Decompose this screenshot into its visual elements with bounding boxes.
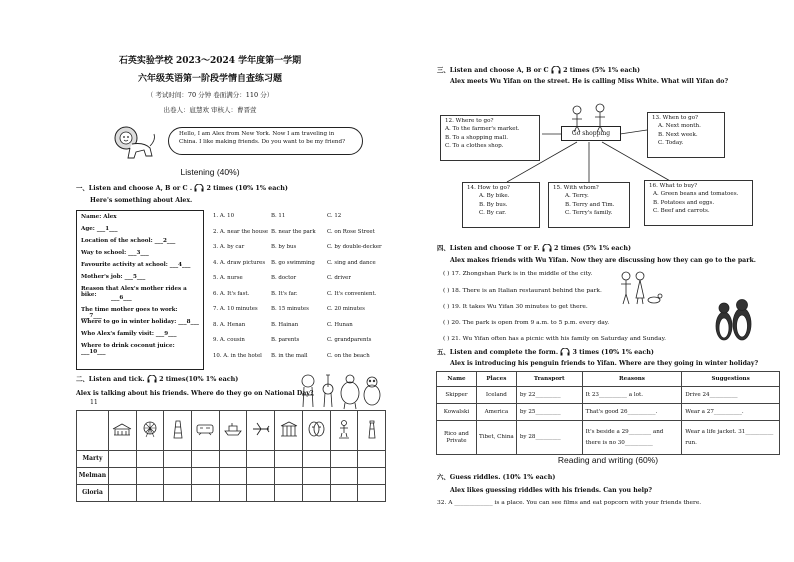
form-cell: Iceland [476, 387, 516, 404]
question-option: A. To the farmer's market. [445, 126, 520, 133]
section4-title: 四、Listen and choose T or F. [437, 244, 540, 252]
form-cell: Tibet, China [476, 421, 516, 455]
place-cell [192, 411, 220, 451]
tower-icon [168, 419, 188, 439]
section5-title: 五、Listen and complete the form. [437, 348, 559, 356]
question-option: C. Today. [658, 140, 684, 147]
question-option: C. To a clothes shop. [445, 143, 504, 150]
form-header: Places [476, 372, 516, 387]
form-cell: Rico and Private [437, 421, 477, 455]
question-label: 16. What to buy? [649, 183, 698, 189]
tick-cell[interactable] [192, 485, 220, 502]
section3-times: 2 times (5% 1% each) [563, 66, 641, 74]
option-c: C. It's convenient. [327, 290, 377, 297]
plane-icon [251, 421, 271, 437]
tick-cell[interactable] [358, 468, 386, 485]
form-blank[interactable]: Wear a 27__________. [682, 404, 780, 421]
form-blank[interactable]: It 23__________ a lot. [582, 387, 682, 404]
tick-cell[interactable] [302, 451, 330, 468]
fact-line: Age: ___1___ [81, 226, 118, 232]
tick-cell[interactable] [219, 468, 247, 485]
question-option: B. Potatoes and eggs. [653, 199, 715, 206]
tick-cell[interactable] [136, 485, 164, 502]
headphones-icon [551, 66, 561, 74]
option-b: B. 11 [271, 213, 286, 219]
option-c: C. grandparents [327, 337, 372, 343]
tick-cell[interactable] [219, 451, 247, 468]
exam-title: 六年级英语第一阶段学情自查练习题 [137, 74, 282, 84]
option-a: 9. A. cousin [213, 337, 245, 343]
option-a: 1. A. 10 [213, 213, 235, 219]
question-option: A. Terry. [565, 193, 589, 200]
tick-cell[interactable] [275, 468, 303, 485]
tf-item[interactable]: ( ) 18. There is an Italian restaurant behind the park. [443, 288, 602, 294]
tick-cell[interactable] [358, 485, 386, 502]
tick-cell[interactable] [164, 485, 192, 502]
fact-line: ___6___ [111, 295, 132, 301]
question-option: B. By bus. [479, 201, 508, 208]
form-blank[interactable]: That's good 26__________. [582, 404, 682, 421]
penguins-icon [712, 296, 754, 344]
option-b: B. in the mall [271, 352, 308, 359]
row-name: Melman [77, 468, 109, 485]
train-icon [195, 421, 215, 437]
form-blank[interactable]: by 25_________ [516, 404, 582, 421]
fact-line: Way to school: ___3___ [81, 250, 149, 256]
couple-with-dog-icon [614, 268, 664, 308]
palace-icon [112, 421, 132, 437]
headphones-icon [194, 184, 204, 192]
section6-title: 六、Guess riddles. (10% 1% each) [437, 473, 556, 481]
question-label: 14. How to go? [467, 185, 510, 191]
section3-title: 三、Listen and choose A, B or C [437, 66, 549, 74]
section2-number: 11 [90, 399, 98, 406]
tick-cell[interactable] [136, 468, 164, 485]
form-header: Suggestions [682, 372, 780, 387]
form-header: Name [437, 372, 477, 387]
section4-sub: Alex makes friends with Wu Yifan. Now they are discussing how they can go to the park. [450, 257, 756, 264]
place-cell [164, 411, 192, 451]
option-a: 5. A. nurse [213, 275, 243, 281]
place-cell [275, 411, 303, 451]
place-cell [247, 411, 275, 451]
ferris-wheel-icon [140, 420, 160, 438]
tick-cell[interactable] [247, 451, 275, 468]
row-name: Marty [77, 451, 109, 468]
section1-options [213, 213, 383, 368]
place-cell [302, 411, 330, 451]
section1-title: 一、Listen and choose A, B or C . [76, 184, 193, 192]
option-b: B. 15 minutes [271, 306, 309, 312]
option-a: 7. A. 10 minutes [213, 306, 258, 312]
tick-cell[interactable] [219, 485, 247, 502]
temple-icon [279, 420, 299, 438]
option-c: C. driver [327, 275, 351, 281]
form-header: Transport [516, 372, 582, 387]
school-title: 石英实验学校 2023～2024 学年度第一学期 [118, 56, 302, 66]
question-13-box [647, 112, 725, 158]
place-cell [108, 411, 136, 451]
exam-authors: 出卷人：扈慧欢 审核人：曹晋萱 [163, 106, 257, 114]
lion-mascot-icon [108, 124, 158, 162]
question-label: 15. With whom? [553, 185, 599, 191]
option-b: B. It's far. [271, 290, 298, 297]
tf-item[interactable]: ( ) 20. The park is open from 9 a.m. to 5 p.m. every day. [443, 320, 610, 326]
place-cell [136, 411, 164, 451]
mind-map-center: Go shopping [561, 126, 621, 141]
form-blank[interactable]: by 28_________ [516, 421, 582, 455]
tf-item[interactable]: ( ) 17. Zhongshan Park is in the middle of the city. [443, 271, 593, 277]
tf-item[interactable]: ( ) 21. Wu Yifan often has a picnic with his family on Saturday and Sunday. [443, 336, 666, 342]
option-a: 2. A. near the house [213, 228, 269, 235]
tick-cell[interactable] [330, 468, 358, 485]
section4-times: 2 times (5% 1% each) [554, 244, 632, 252]
form-table [436, 371, 780, 455]
fact-line: Reason that Alex's mother rides a bike: [81, 286, 187, 299]
form-cell: Kowalski [437, 404, 477, 421]
speech-bubble: Hello, I am Alex from New York. Now I am traveling in China. I like making friends. Do you want to be my friend? [168, 127, 363, 155]
masks-icon [306, 420, 326, 438]
lighthouse-icon [362, 419, 382, 439]
option-c: C. sing and dance [327, 259, 376, 266]
tick-table [76, 410, 386, 502]
section1-times: 2 times (10% 1% each) [206, 184, 288, 192]
question-16-box [644, 180, 753, 226]
form-cell: America [476, 404, 516, 421]
question-label: 13. When to go? [652, 115, 699, 121]
row-name: Gloria [77, 485, 109, 502]
form-blank[interactable]: by 22_________ [516, 387, 582, 404]
tick-cell[interactable] [108, 451, 136, 468]
alex-facts-box [76, 210, 204, 370]
option-a: 8. A. Henan [213, 321, 246, 328]
fact-line: Where to drink coconut juice: ___10___ [81, 343, 175, 356]
tick-cell[interactable] [136, 451, 164, 468]
option-a: 3. A. by car [213, 244, 245, 250]
tick-cell[interactable] [164, 451, 192, 468]
section2-title: 二、Listen and tick. [76, 375, 145, 383]
option-a: 10. A. in the hotel [213, 352, 262, 359]
reading-title: Reading and writing (60%) [557, 455, 659, 465]
fact-line: Who Alex's family visit: ___9___ [81, 331, 177, 337]
ship-icon [223, 421, 243, 437]
option-a: 6. A. It's fast. [213, 290, 250, 297]
question-option: B. To a shopping mall. [445, 134, 508, 141]
question-option: A. By bike. [479, 193, 510, 200]
place-cell [358, 411, 386, 451]
listening-title: Listening (40%) [180, 167, 240, 177]
tick-cell[interactable] [192, 468, 220, 485]
tick-cell[interactable] [302, 485, 330, 502]
question-15-box [548, 182, 630, 228]
option-b: B. near the park [271, 228, 316, 235]
section5-sub: Alex is introducing his penguin friends to Yifan. Where are they going in winter holiday? [450, 360, 759, 367]
madagascar-friends-icon [298, 371, 388, 411]
fact-line: Name: Alex [81, 214, 117, 220]
section3-sub: Alex meets Wu Yifan on the street. He is calling Miss White. What will Yifan do? [450, 78, 729, 85]
headphones-icon [147, 375, 157, 383]
tick-cell[interactable] [192, 451, 220, 468]
tick-cell[interactable] [108, 485, 136, 502]
tick-cell[interactable] [330, 485, 358, 502]
form-blank[interactable]: It's beside a 29________ and there is no 30__________ [582, 421, 682, 455]
question-option: A. Green beans and tomatoes. [653, 191, 739, 198]
section1-sub: Here's something about Alex. [90, 197, 193, 204]
tick-cell[interactable] [275, 451, 303, 468]
question-option: C. By car. [479, 210, 506, 217]
option-b: B. by bus [271, 244, 297, 250]
fact-line: Mother's job: ___5___ [81, 274, 146, 280]
form-blank[interactable]: Wear a life jacket. 31__________ run. [682, 421, 780, 455]
question-label: 12. Where to go? [445, 118, 494, 124]
section2-times: 2 times(10% 1% each) [159, 375, 239, 383]
tick-cell[interactable] [164, 468, 192, 485]
fact-line: Where to go in winter holiday: ___8___ [81, 319, 199, 325]
place-cell [330, 411, 358, 451]
form-header: Reasons [582, 372, 682, 387]
option-a: 4. A. draw pictures [213, 259, 266, 266]
headphones-icon [560, 348, 570, 356]
option-c: C. on the beach [327, 352, 370, 359]
option-b: B. doctor [271, 275, 297, 281]
question-option: B. Terry and Tim. [565, 201, 615, 208]
question-option: B. Next week. [658, 131, 698, 138]
riddle-item[interactable]: 32. A _____________ is a place. You can see films and eat popcorn with your friends there. [437, 500, 702, 506]
question-option: A. Next month. [658, 123, 701, 130]
fact-line: The time mother goes to work: ___7___ [81, 307, 178, 320]
tick-cell[interactable] [330, 451, 358, 468]
option-c: C. 12 [327, 213, 342, 219]
option-c: C. 20 minutes [327, 306, 365, 312]
section5-times: 3 times (10% 1% each) [572, 348, 654, 356]
tick-cell[interactable] [108, 468, 136, 485]
option-c: C. on Rose Street [327, 228, 375, 235]
question-option: C. Beef and carrots. [653, 208, 710, 215]
form-cell: Skipper [437, 387, 477, 404]
fact-line: Location of the school: ___2___ [81, 238, 176, 244]
tick-cell[interactable] [302, 468, 330, 485]
option-c: C. Hunan [327, 321, 353, 328]
question-14-box [462, 182, 540, 228]
fact-line: Favourite activity at school: ___4___ [81, 262, 191, 268]
tick-cell[interactable] [247, 485, 275, 502]
headphones-icon [542, 244, 552, 252]
question-12-box [440, 115, 540, 161]
section2-sub: Alex is talking about his friends. Where do they go on National Day? [76, 390, 314, 397]
form-blank[interactable]: Drive 24__________ [682, 387, 780, 404]
tick-cell[interactable] [358, 451, 386, 468]
section6-sub: Alex likes guessing riddles with his friends. Can you help? [450, 487, 652, 494]
option-b: B. parents [271, 337, 300, 343]
place-cell [219, 411, 247, 451]
exam-meta: （ 考试时间：70 分钟 卷面满分：110 分） [146, 91, 274, 99]
tick-cell[interactable] [247, 468, 275, 485]
question-option: C. Terry's family. [565, 210, 613, 217]
option-b: B. go swimming [271, 259, 315, 266]
statue-icon [334, 419, 354, 439]
option-b: B. Hainan [271, 321, 299, 328]
tf-item[interactable]: ( ) 19. It takes Wu Yifan 30 minutes to get there. [443, 304, 588, 310]
tick-cell[interactable] [275, 485, 303, 502]
option-c: C. by double-decker [327, 244, 382, 250]
